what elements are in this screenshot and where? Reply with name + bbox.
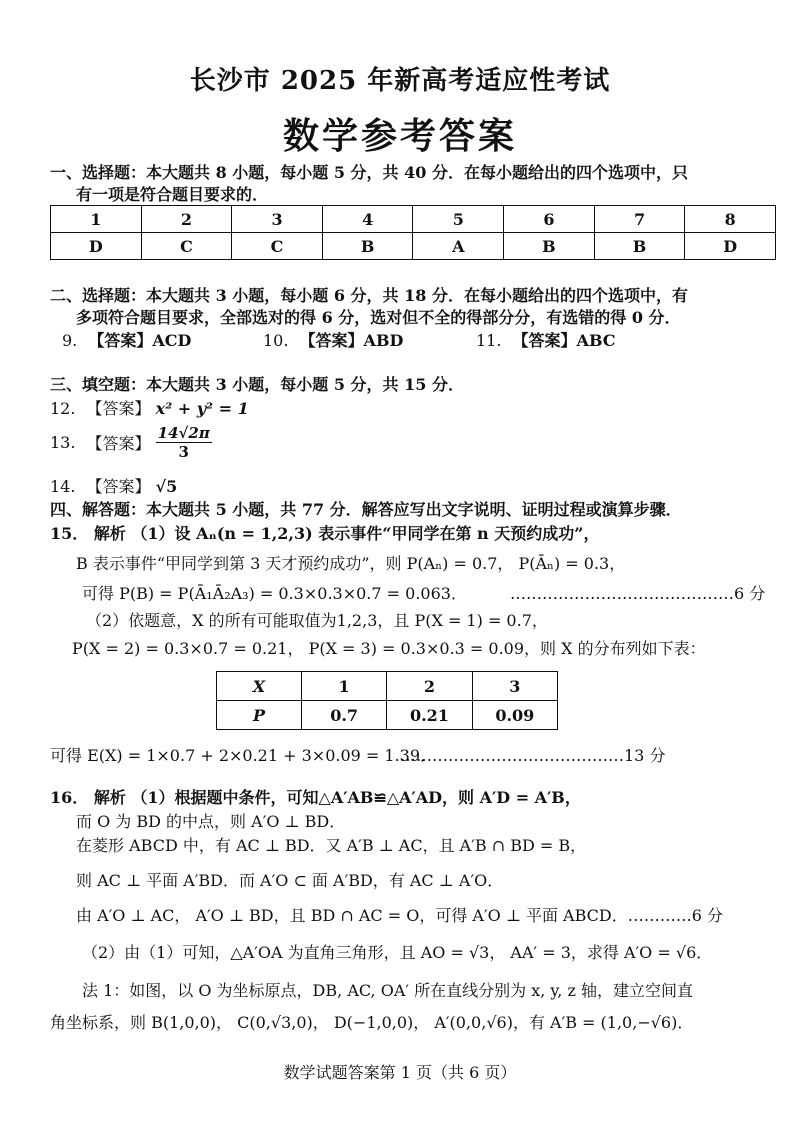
distribution-cell: X: [217, 672, 302, 701]
section4-heading: 四、解答题：本大题共 5 小题，共 77 分．解答应写出文字说明、证明过程或演算步骤．: [50, 500, 682, 519]
q15-line3: 可得 P(B) = P(Ā₁Ā₂A₃) = 0.3×0.3×0.7 = 0.063．: [82, 584, 467, 603]
section1-heading-line1: 一、选择题：本大题共 8 小题，每小题 5 分，共 40 分．在每小题给出的四个选项中，只: [50, 163, 688, 182]
answer-value: √5: [155, 477, 178, 496]
q15-line5: P(X = 2) = 0.3×0.7 = 0.21， P(X = 3) = 0.3×0.3 = 0.09，则 X 的分布列如下表：: [72, 639, 706, 658]
distribution-cell: 2: [387, 672, 472, 701]
answer-item-13: [50, 424, 212, 461]
section2-heading-line2: 多项符合题目要求，全部选对的得 6 分，选对但不全的得部分分，有选错的得 0 分．: [76, 308, 681, 327]
section3-heading: 三、填空题：本大题共 3 小题，每小题 5 分，共 15 分．: [50, 375, 464, 394]
answer-cell: D: [685, 233, 776, 260]
answer-value: x² + y² = 1: [155, 399, 249, 418]
q16-line4: 则 AC ⊥ 平面 A′BD．而 A′O ⊂ 面 A′BD，有 AC ⊥ A′O．: [76, 871, 504, 890]
question-number-cell: 8: [685, 206, 776, 233]
question-number-cell: 1: [51, 206, 142, 233]
exam-title: 长沙市 2025 年新高考适应性考试: [189, 66, 611, 96]
question-number-cell: 6: [504, 206, 595, 233]
answer-cell: B: [322, 233, 413, 260]
q16-line8: 角坐标系，则 B(1,0,0)， C(0,√3,0)， D(−1,0,0)， A′(0,0,√6)，有 A′B = (1,0,−√6)．: [50, 1013, 694, 1032]
distribution-cell: 0.09: [472, 701, 557, 730]
question-number-cell: 4: [322, 206, 413, 233]
section2-heading-line1: 二、选择题：本大题共 3 小题，每小题 6 分，共 18 分．在每小题给出的四个选项中，有: [50, 286, 688, 305]
question-number-cell: 2: [141, 206, 232, 233]
question-number-cell: 5: [413, 206, 504, 233]
answer-tag: 【答案】: [86, 477, 151, 496]
answer-item-9: [62, 328, 191, 351]
page-footer: 数学试题答案第 1 页（共 6 页）: [283, 1063, 517, 1082]
distribution-table: [216, 671, 558, 730]
q16-line2: 而 O 为 BD 的中点，则 A′O ⊥ BD．: [76, 812, 346, 831]
answer-row: [51, 233, 776, 260]
answer-cell: B: [504, 233, 595, 260]
multiple-choice-answer-table: [50, 205, 776, 260]
q15-line6: 可得 E(X) = 1×0.7 + 2×0.21 + 3×0.09 = 1.39．: [50, 746, 437, 765]
answer-cell: A: [413, 233, 504, 260]
answer-tag: 【答案】: [86, 434, 151, 453]
distribution-cell: 0.7: [302, 701, 387, 730]
question-number: 10.: [263, 331, 289, 350]
fraction-denominator: 3: [178, 443, 189, 461]
answer-value: 【答案】ABD: [299, 331, 404, 350]
distribution-cell: 0.21: [387, 701, 472, 730]
q16-line7: 法 1：如图，以 O 为坐标原点，DB, AC, OA′ 所在直线分别为 x, y, z 轴，建立空间直: [82, 981, 693, 1000]
q16-line1: 16． 解析 （1）根据题中条件，可知△A′AB≌△A′AD，则 A′D = A′B，: [50, 788, 581, 807]
answer-item-12: [50, 396, 249, 419]
q15-line2: B 表示事件“甲同学到第 3 天才预约成功”，则 P(Aₙ) = 0.7， P(Āₙ) = 0.3，: [76, 554, 626, 573]
distribution-cell: 3: [472, 672, 557, 701]
q15-line1: 15． 解析 （1）设 Aₙ(n = 1,2,3) 表示事件“甲同学在第 n 天预约成功”，: [50, 524, 600, 543]
q16-line3: 在菱形 ABCD 中，有 AC ⊥ BD．又 A′B ⊥ AC，且 A′B ∩ BD = B，: [76, 836, 587, 855]
answer-cell: C: [141, 233, 232, 260]
question-number-row: [51, 206, 776, 233]
distribution-row-x: [217, 672, 558, 701]
q15-score-2: ……………………………………13 分: [400, 746, 666, 765]
answer-item-14: [50, 474, 177, 497]
answer-cell: B: [594, 233, 685, 260]
section1-heading-line2: 有一项是符合题目要求的．: [76, 185, 269, 204]
question-number-cell: 7: [594, 206, 685, 233]
question-number: 11.: [476, 331, 502, 350]
answer-item-11: [476, 328, 616, 351]
question-number-cell: 3: [232, 206, 323, 233]
distribution-row-p: [217, 701, 558, 730]
question-number: 14.: [50, 477, 76, 496]
question-number: 12.: [50, 399, 76, 418]
q15-score-1: ……………………………………6 分: [510, 584, 766, 603]
answer-value: 【答案】ABC: [512, 331, 616, 350]
answer-key-title: 数学参考答案: [282, 115, 517, 157]
question-number: 13.: [50, 433, 76, 452]
answer-tag: 【答案】: [86, 399, 151, 418]
q16-line5: 由 A′O ⊥ AC， A′O ⊥ BD，且 BD ∩ AC = O，可得 A′O ⊥ 平面 ABCD．…………6 分: [76, 906, 723, 925]
answer-item-10: [263, 328, 403, 351]
answer-value: 【答案】ACD: [88, 331, 192, 350]
question-number: 9.: [62, 331, 78, 350]
distribution-cell: P: [217, 701, 302, 730]
distribution-cell: 1: [302, 672, 387, 701]
answer-cell: C: [232, 233, 323, 260]
q15-line4: （2）依题意，X 的所有可能取值为1,2,3，且 P(X = 1) = 0.7，: [86, 611, 548, 630]
fraction-answer: [156, 424, 212, 461]
fraction-numerator: 14√2π: [157, 424, 210, 442]
answer-cell: D: [51, 233, 142, 260]
q16-line6: （2）由（1）可知，△A′OA 为直角三角形，且 AO = √3， AA′ = 3，求得 A′O = √6．: [82, 943, 713, 962]
